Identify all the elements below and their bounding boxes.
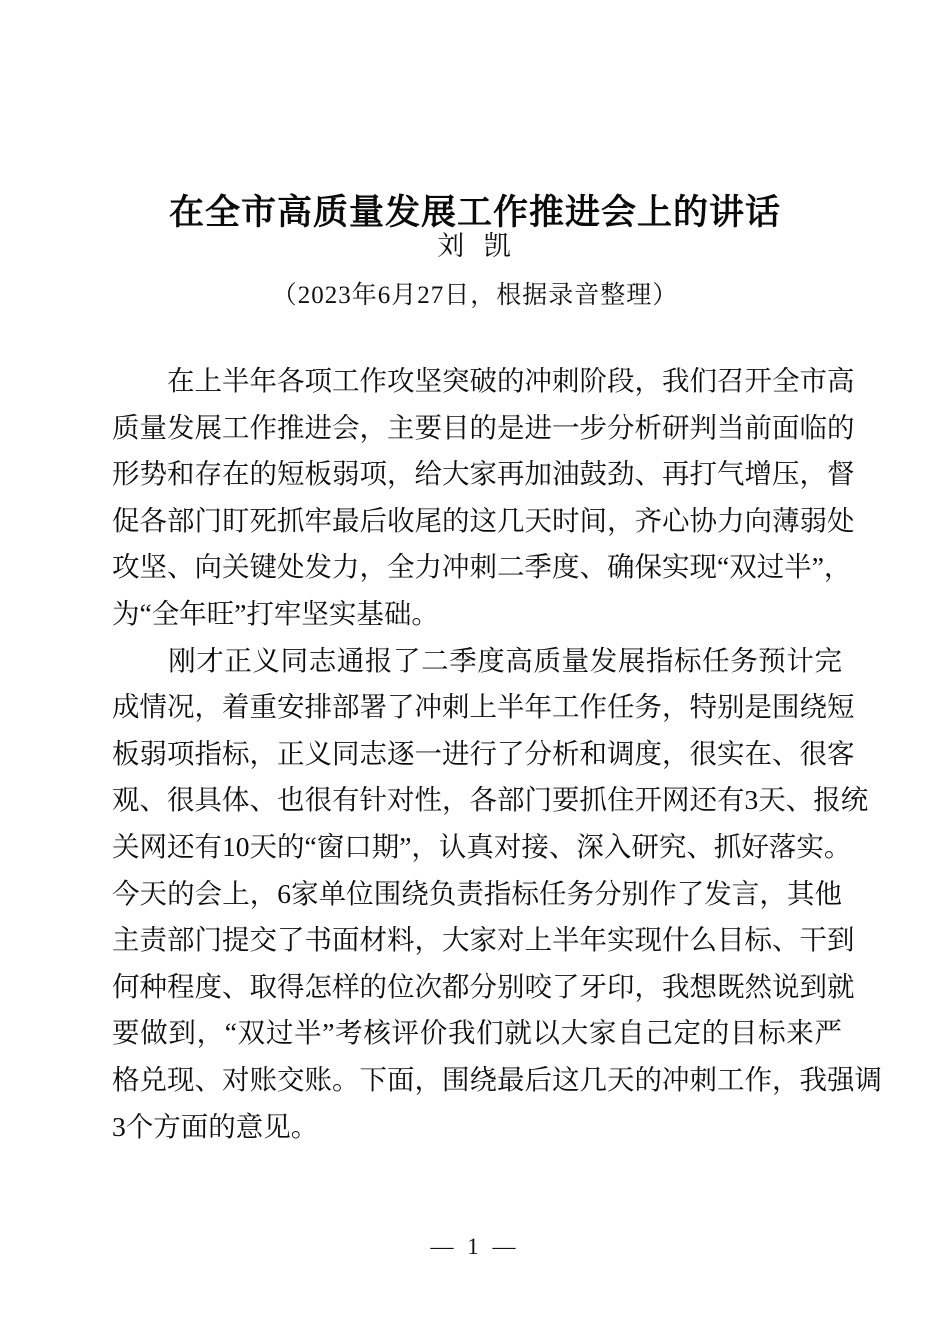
page-number: — 1 —: [430, 1234, 520, 1259]
text-line: 关网还有10天的“窗口期”，认真对接、深入研究、抓好落实。: [112, 830, 852, 862]
text-line: 今天的会上，6家单位围绕负责指标任务分别作了发言，其他: [112, 877, 842, 909]
text-line: 主责部门提交了书面材料，大家对上半年实现什么目标、干到: [112, 924, 855, 956]
document-author: 刘 凯: [437, 231, 513, 261]
text-line: 攻坚、向关键处发力，全力冲刺二季度、确保实现“双过半”，: [112, 551, 852, 583]
text-line: 观、很具体、也很有针对性，各部门要抓住开网还有3天、报统: [112, 784, 869, 816]
document-dateline: （2023年6月27日，根据录音整理）: [271, 282, 679, 309]
text-line: 板弱项指标，正义同志逐一进行了分析和调度，很实在、很客: [112, 737, 855, 769]
text-line: 在上半年各项工作攻坚突破的冲刺阶段，我们召开全市高: [112, 365, 855, 396]
page-title: 在全市高质量发展工作推进会上的讲话: [168, 193, 781, 233]
text-line: 何种程度、取得怎样的位次都分别咬了牙印，我想既然说到就: [112, 970, 855, 1002]
text-line: 为“全年旺”打牢坚实基础。: [112, 597, 439, 629]
document-body: [112, 358, 882, 1150]
text-line: 形势和存在的短板弱项，给大家再加油鼓劲、再打气增压，督: [112, 458, 855, 490]
text-line: 成情况，着重安排部署了冲刺上半年工作任务，特别是围绕短: [112, 691, 855, 723]
text-line: 质量发展工作推进会，主要目的是进一步分析研判当前面临的: [112, 411, 855, 443]
paragraph-1: [112, 358, 855, 638]
text-line: 促各部门盯死抓牢最后收尾的这几天时间，齐心协力向薄弱处: [112, 504, 855, 536]
text-line: 3个方面的意见。: [112, 1110, 319, 1142]
text-line: 刚才正义同志通报了二季度高质量发展指标任务预计完: [112, 644, 842, 676]
text-line: 要做到，“双过半”考核评价我们就以大家自己定的目标来严: [112, 1017, 842, 1049]
paragraph-2: [112, 638, 882, 1151]
text-line: 格兑现、对账交账。下面，围绕最后这几天的冲刺工作，我强调: [112, 1063, 882, 1095]
